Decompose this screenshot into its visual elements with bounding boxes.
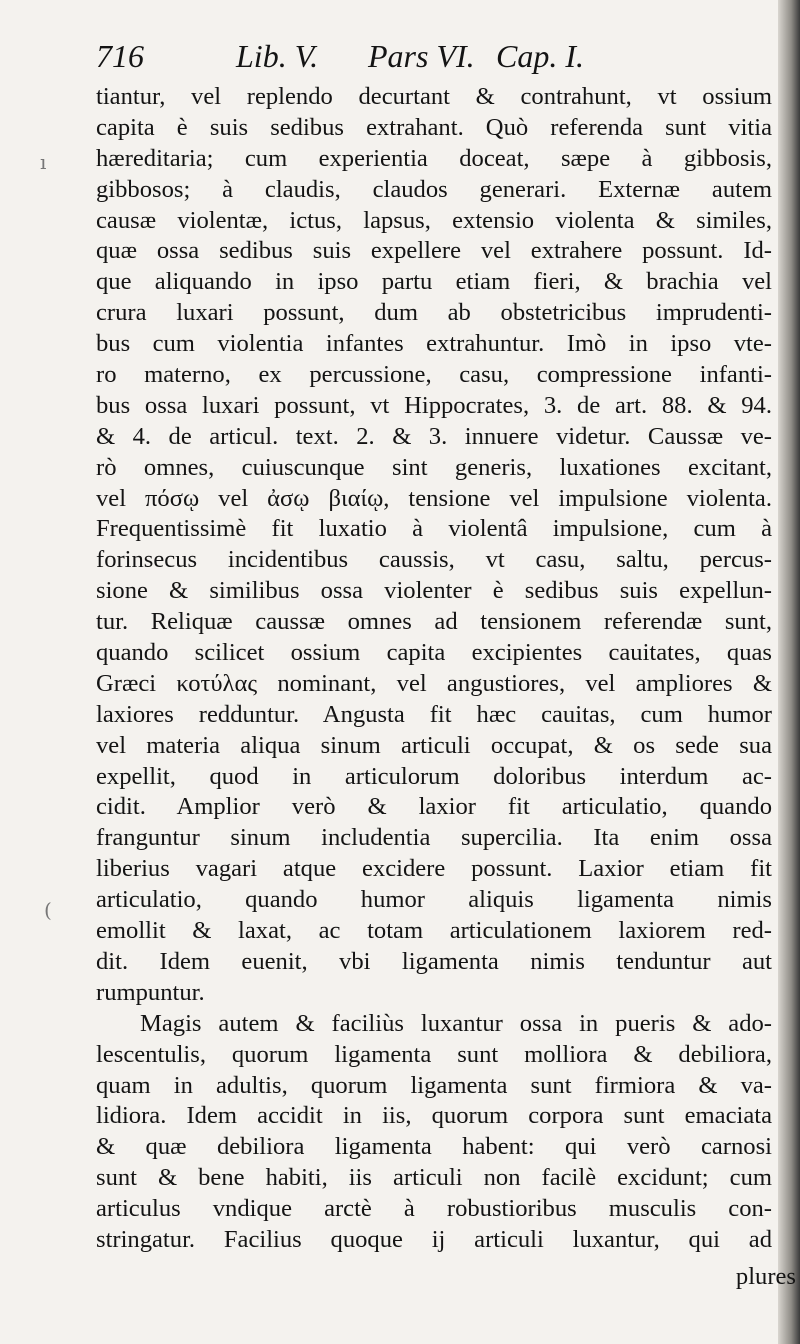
margin-mark: ı <box>40 150 47 174</box>
text-line: emollit & laxat, ac totam articulationem laxiorem red- <box>96 917 772 945</box>
header-cap: Cap. I. <box>496 38 584 74</box>
text-line: tiantur, vel replendo decurtant & contrahunt, vt ossium <box>96 83 772 110</box>
text-line: lescentulis, quorum ligamenta sunt molliora & debiliora, <box>96 1040 772 1068</box>
text-line: stringatur. Facilius quoque ij articuli luxantur, qui ad <box>96 1225 772 1253</box>
header-pars: Pars VI. <box>368 38 475 74</box>
text-line: sione & similibus ossa violenter è sedibus suis expellun- <box>96 577 772 605</box>
text-line: Magis autem & faciliùs luxantur ossa in pueris & ado- <box>140 1009 772 1037</box>
text-line: & 4. de articul. text. 2. & 3. innuere videtur. Caussæ ve- <box>96 422 772 450</box>
book-page <box>96 30 772 1330</box>
running-header <box>96 30 772 82</box>
text-line: vel materia aliqua sinum articuli occupat, & os sede sua <box>96 731 772 759</box>
text-line: quam in adultis, quorum ligamenta sunt firmiora & va- <box>96 1071 772 1099</box>
catchword: plures <box>735 1263 796 1290</box>
text-line: liberius vagari atque excidere possunt. Laxior etiam fit <box>96 855 772 883</box>
text-line: articulatio, quando humor aliquis ligamenta nimis <box>96 886 772 914</box>
text-line: que aliquando in ipso partu etiam fieri, & brachia vel <box>96 268 772 296</box>
text-line: bus cum violentia infantes extrahuntur. Imò in ipso vte- <box>96 330 772 358</box>
text-line: bus ossa luxari possunt, vt Hippocrates, 3. de art. 88. & 94. <box>96 391 772 419</box>
text-line: causæ violentæ, ictus, lapsus, extensio violenta & similes, <box>96 206 772 234</box>
text-line: quando scilicet ossium capita excipientes cauitates, quas <box>96 639 772 667</box>
text-line: lidiora. Idem accidit in iis, quorum corpora sunt emaciata <box>96 1102 772 1130</box>
text-line: forinsecus incidentibus caussis, vt casu, saltu, percus- <box>96 546 772 574</box>
text-line: articulus vndique arctè à robustioribus musculis con- <box>96 1195 772 1223</box>
margin-mark: ( <box>44 898 52 922</box>
text-line: crura luxari possunt, dum ab obstetricibus imprudenti- <box>96 299 772 327</box>
body-text <box>96 82 772 1256</box>
page-number: 716 <box>96 38 144 74</box>
text-line: expellit, quod in articulorum doloribus interdum ac- <box>96 762 772 790</box>
text-line: rumpuntur. <box>96 978 205 1006</box>
text-line: rò omnes, cuiuscunque sint generis, luxationes excitant, <box>96 453 772 481</box>
text-line: franguntur sinum includentia supercilia. Ita enim ossa <box>96 824 772 852</box>
text-line: gibbosos; à claudis, claudos generari. Externæ autem <box>96 175 772 203</box>
text-line: tur. Reliquæ caussæ omnes ad tensionem referendæ sunt, <box>96 608 772 636</box>
text-line: dit. Idem euenit, vbi ligamenta nimis tenduntur aut <box>96 947 772 975</box>
text-line: laxiores redduntur. Angusta fit hæc cauitas, cum humor <box>96 700 772 728</box>
text-line: vel πόσῳ vel ἀσῳ βιαίῳ, tensione vel impulsione violenta. <box>96 484 772 512</box>
text-line: hæreditaria; cum experientia doceat, sæpe à gibbosis, <box>96 144 772 172</box>
text-line: Frequentissimè fit luxatio à violentâ impulsione, cum à <box>96 515 772 543</box>
page-edge-shadow <box>778 0 800 1344</box>
text-line: sunt & bene habiti, iis articuli non facilè excidunt; cum <box>96 1164 772 1192</box>
header-lib: Lib. V. <box>236 38 319 74</box>
text-line: cidit. Amplior verò & laxior fit articulatio, quando <box>96 793 772 821</box>
text-line: & quæ debiliora ligamenta habent: qui verò carnosi <box>96 1133 772 1161</box>
text-line: ro materno, ex percussione, casu, compressione infanti- <box>96 361 772 389</box>
text-line: quæ ossa sedibus suis expellere vel extrahere possunt. Id- <box>96 237 772 265</box>
text-line: capita è suis sedibus extrahant. Quò referenda sunt vitia <box>96 113 772 141</box>
text-line: Græci κοτύλας nominant, vel angustiores, vel ampliores & <box>96 669 772 697</box>
